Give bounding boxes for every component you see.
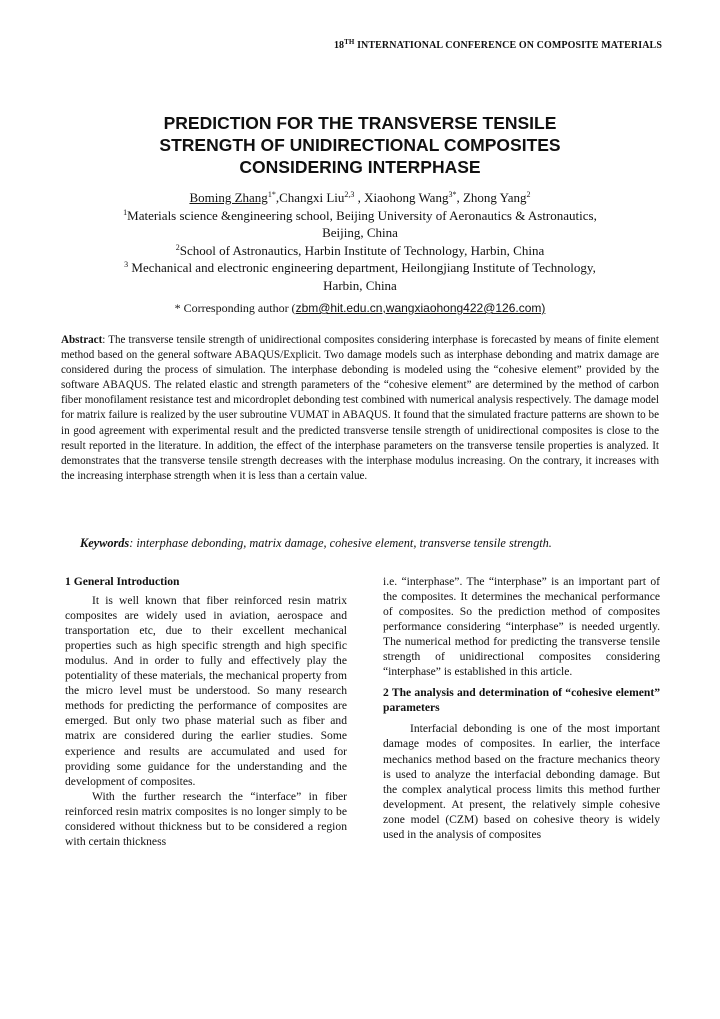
conference-name: INTERNATIONAL CONFERENCE ON COMPOSITE MATERIALS [354,40,662,51]
conference-header [334,40,662,51]
affiliation-3 [60,259,660,277]
author-2-affiliation: 2,3 [344,190,355,199]
affiliation-2-text: School of Astronautics, Harbin Institute of Technology, Harbin, China [179,242,545,258]
affiliation-3-line-1: Mechanical and electronic engineering department, Heilongjiang Institute of Technology, [128,260,596,275]
section-2-paragraph-1: Interfacial debonding is one of the most important damage modes of composites. In earlier, the interface mechanics method based on the fracture mechanics theory is used to analyze the interfacial debonding damage. But the complex analytical process limits this method further development. At present, the relatively simple cohesive zone model (CZM) based on cohesive theory is widely used in the analysis of composites [383,722,660,841]
conference-ordinal: TH [344,38,355,46]
section-1-paragraph-2: With the further research the “interface” in fiber reinforced resin matrix composites is no longer simply to be considered without thickness but to be considered a region with certain thickness [65,789,347,848]
author-block [60,189,660,294]
abstract-text: : The transverse tensile strength of unidirectional composites considering interphase is forecasted by means of finite element method based on the general software ABAQUS/Explicit. Two damage models such as interphase debonding and matrix damage are considered during the process of simulation. The interphase debonding is modeled using the “cohesive element” provided by the software ABAQUS. The related elastic and strength parameters of the “cohesive element” are determined by the method of carbon fiber monofilament resistance test and micordroplet debonding test combined with numerical analysis respectively. The damage model for matrix failure is realized by the user subroutine VUMAT in ABAQUS. It found that the simulated fracture patterns are shown to be in good agreement with experimental result and the predicted transverse tensile strength of unidirectional composites is close to the result reported in the literature. In addition, the effect of the interphase parameters on the transverse tensile properties is analyzed. It demonstrates that the transverse tensile strength decreases with the interphase modulus increasing. On the contrary, it increases with the increasing interphase strength when it is less than a certain value. [61,334,659,482]
corresponding-author [0,301,720,316]
author-1: Boming Zhang [189,190,268,205]
section-1-paragraph-1: It is well known that fiber reinforced resin matrix composites are widely used in aviation, aerospace and transportation etc, due to their excellent mechanical properties such as high specific strength and high specific modulus. And in order to fully and effectively play the potentiality of these materials, the mechanical property from the micro level must be understood. So many research methods for predicting the performance of composites are emerged. But only two phase material such as fiber and matrix are considered during the earlier studies. Some experience and results are accumulated and used for providing some guidance for the understanding and the development of composites. [65,594,347,788]
title-line-2: STRENGTH OF UNIDIRECTIONAL COMPOSITES [159,135,561,155]
affiliation-2-number: 2 [175,242,180,252]
affiliation-1 [60,207,660,225]
affiliation-3-line-2: Harbin, China [323,277,397,293]
affiliation-2 [60,242,660,260]
author-3: , Xiaohong Wang [354,190,449,205]
affiliation-1-line-1: Materials science &engineering school, Beijing University of Aeronautics & Astronautics, [127,207,597,223]
keywords-label: Keywords [80,536,130,550]
abstract [61,333,659,484]
keywords-text: : interphase debonding, matrix damage, cohesive element, transverse tensile strength. [129,536,552,550]
section-1-heading: 1 General Introduction [65,575,180,588]
author-3-affiliation: 3* [448,190,457,199]
title-line-1: PREDICTION FOR THE TRANSVERSE TENSILE [163,113,557,133]
author-2: ,Changxi Liu [275,190,345,205]
right-column [383,574,660,842]
paper-title [0,112,720,178]
author-list [60,189,660,207]
affiliation-1-number: 1 [123,207,128,217]
abstract-label: Abstract [61,334,103,346]
affiliation-3-number: 3 [124,260,129,269]
keywords [80,536,680,551]
corresponding-email-link[interactable]: zbm@hit.edu.cn,wangxiaohong422@126.com) [295,301,546,315]
section-1-paragraph-3: i.e. “interphase”. The “interphase” is an important part of the composites. It determines the mechanical performance of composites. So the prediction method of composites performance considering “interphase” is needed urgently. The numerical method for predicting the transverse tensile strength of unidirectional composites considering “interphase” is established in this article. [383,575,660,679]
corresponding-label: * Corresponding author ( [174,301,296,315]
left-column [65,574,347,849]
affiliation-1-line-2: Beijing, China [322,225,398,240]
author-4: , Zhong Yang [456,190,527,205]
title-line-3: CONSIDERING INTERPHASE [239,157,481,177]
author-1-affiliation: 1* [267,190,276,199]
author-4-affiliation: 2 [526,190,531,199]
section-2-heading: 2 The analysis and determination of “cohesive element” parameters [383,686,660,715]
conference-number: 18 [333,40,345,51]
